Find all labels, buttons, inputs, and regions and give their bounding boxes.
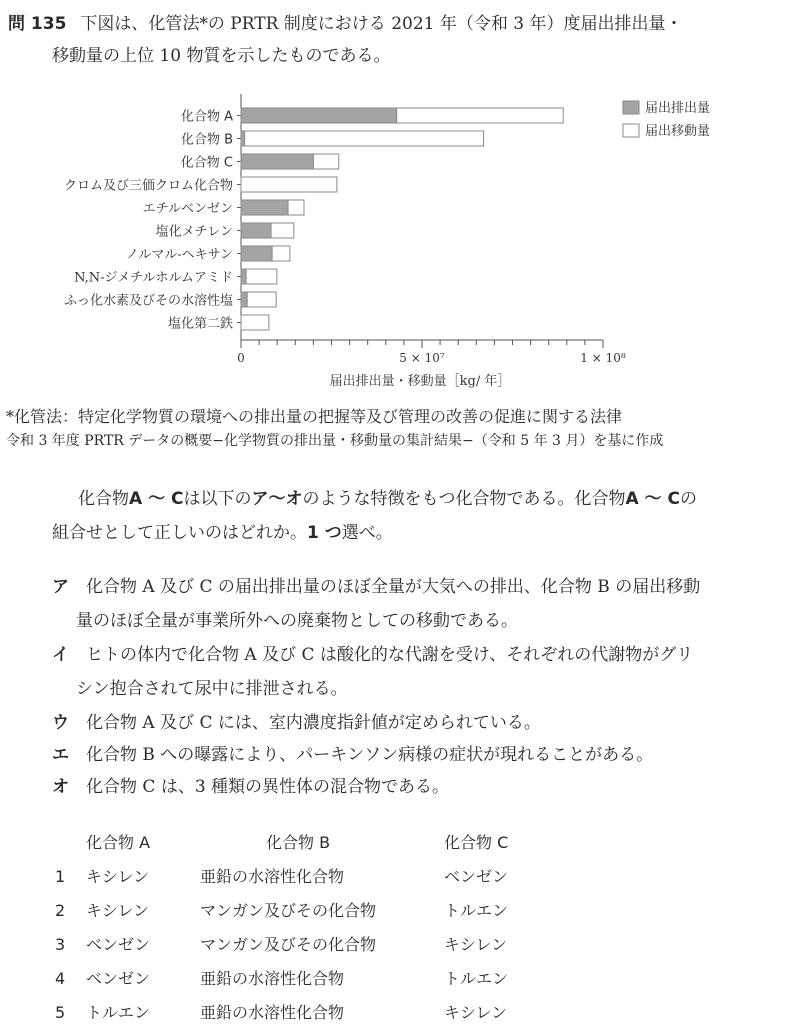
bar-release <box>241 154 313 169</box>
prompt-emph: A ～ C <box>625 489 680 509</box>
prompt-text: 化合物 <box>78 489 129 509</box>
answer-option-3[interactable] <box>0 928 600 962</box>
bar-release <box>241 200 288 215</box>
footnote-law: *化管法：特定化学物質の環境への排出量の把握等及び管理の改善の促進に関する法律 <box>6 407 623 426</box>
x-tick-label: 0 <box>237 351 245 365</box>
category-labels <box>64 109 233 332</box>
question-text-line1: 下図は、化管法*の PRTR 制度における 2021 年（令和 3 年）度届出排出量・ <box>80 14 683 34</box>
option-number: 2 <box>55 901 66 920</box>
option-compound-a: ベンゼン <box>86 935 151 954</box>
statement-mark: ウ <box>52 713 69 733</box>
statement-i-cont: シン抱合されて尿中に排泄される。 <box>76 679 348 699</box>
header-compound-a: 化合物 A <box>86 833 151 852</box>
statement-o <box>52 770 792 804</box>
table-header <box>0 826 600 860</box>
option-compound-b: 亜鉛の水溶性化合物 <box>200 1003 345 1022</box>
category-label: 塩化第二鉄 <box>167 316 233 332</box>
legend <box>623 100 710 139</box>
option-compound-a: ベンゼン <box>86 969 151 988</box>
prompt-text: 選べ。 <box>341 523 393 543</box>
statement-i <box>52 638 792 672</box>
prompt-text: の <box>679 489 697 509</box>
statement-a-cont: 量のほぼ全量が事業所外への廃棄物としての移動である。 <box>76 611 518 631</box>
answer-option-1[interactable] <box>0 860 600 894</box>
bar-release <box>241 223 271 238</box>
prompt-line1 <box>78 482 697 516</box>
statement-text: ヒトの体内で化合物 A 及び C は酸化的な代謝を受け、それぞれの代謝物がグリ <box>86 645 694 665</box>
statement-text: 化合物 A 及び C の届出排出量のほぼ全量が大気への排出、化合物 B の届出移動 <box>86 577 701 597</box>
option-compound-b: マンガン及びその化合物 <box>200 901 377 920</box>
option-number: 3 <box>55 935 66 954</box>
legend-swatch-release <box>623 101 639 114</box>
prompt-text: は以下の <box>183 489 252 509</box>
option-compound-b: 亜鉛の水溶性化合物 <box>200 867 345 886</box>
statement-u <box>52 706 792 740</box>
bar-transfer <box>288 200 304 215</box>
option-compound-b: マンガン及びその化合物 <box>200 935 377 954</box>
bar-transfer <box>247 292 276 307</box>
bar-release <box>241 292 247 307</box>
x-tick-label: 1 × 10⁸ <box>580 351 626 365</box>
x-axis-label: 届出排出量・移動量［kg/ 年］ <box>329 374 511 389</box>
bar-transfer <box>272 246 290 261</box>
chart-bars <box>241 108 563 330</box>
x-tick-labels <box>237 351 626 365</box>
option-compound-c: トルエン <box>444 969 509 988</box>
category-label: 塩化メチレン <box>155 224 233 240</box>
question-header <box>8 8 798 40</box>
bar-chart <box>0 90 798 395</box>
question-text-line2: 移動量の上位 10 物質を示したものである。 <box>52 46 391 66</box>
statement-a <box>52 570 792 604</box>
category-label: ノルマル-ヘキサン <box>125 247 233 263</box>
bar-transfer <box>245 131 484 146</box>
option-number: 4 <box>55 969 66 988</box>
bar-release <box>241 269 246 284</box>
statement-e <box>52 738 792 772</box>
option-compound-c: キシレン <box>444 1003 508 1022</box>
bar-transfer <box>246 269 277 284</box>
option-compound-b: 亜鉛の水溶性化合物 <box>200 969 345 988</box>
prompt-text: 組合せとして正しいのはどれか。 <box>52 523 307 543</box>
prompt-emph: A ～ C <box>129 489 184 509</box>
category-label: N,N-ジメチルホルムアミド <box>74 270 233 286</box>
bar-transfer <box>241 315 269 330</box>
statement-text: 化合物 C は、3 種類の異性体の混合物である。 <box>86 777 450 797</box>
option-compound-a: キシレン <box>86 901 150 920</box>
footnote-source: 令和 3 年度 PRTR データの概要−化学物質の排出量・移動量の集計結果−（令和 5 年 3 月）を基に作成 <box>6 433 664 449</box>
statement-text: 化合物 B への曝露により、パーキンソン病様の症状が現れることがある。 <box>86 745 654 765</box>
option-number: 5 <box>55 1003 66 1022</box>
bar-transfer <box>313 154 338 169</box>
option-compound-a: トルエン <box>86 1003 151 1022</box>
category-label: エチルベンゼン <box>142 201 233 217</box>
bar-release <box>241 108 397 123</box>
category-label: ふっ化水素及びその水溶性塩 <box>63 293 233 309</box>
option-compound-c: トルエン <box>444 901 509 920</box>
question-number: 問 135 <box>8 14 67 34</box>
bar-release <box>241 246 272 261</box>
prompt-line2 <box>52 516 393 550</box>
option-number: 1 <box>55 867 66 886</box>
category-label: 化合物 C <box>180 155 233 171</box>
statement-mark: ア <box>52 577 69 597</box>
option-compound-a: キシレン <box>86 867 150 886</box>
statement-text: 化合物 A 及び C には、室内濃度指針値が定められている。 <box>86 713 541 733</box>
prompt-text: のような特徴をもつ化合物である。化合物 <box>302 489 626 509</box>
x-tick-label: 5 × 10⁷ <box>399 351 445 365</box>
legend-label-release: 届出排出量 <box>645 101 711 116</box>
answer-option-4[interactable] <box>0 962 600 996</box>
category-label: 化合物 B <box>180 132 233 148</box>
answer-option-2[interactable] <box>0 894 600 928</box>
header-compound-c: 化合物 C <box>444 833 509 852</box>
bar-transfer <box>241 177 337 192</box>
bar-transfer <box>397 108 564 123</box>
category-label: 化合物 A <box>180 109 233 125</box>
prompt-emph: ア～オ <box>251 489 303 509</box>
option-compound-c: キシレン <box>444 935 508 954</box>
statement-mark: イ <box>52 645 69 665</box>
legend-label-transfer: 届出移動量 <box>645 124 711 139</box>
prompt-emph: 1 つ <box>307 523 342 543</box>
header-compound-b: 化合物 B <box>266 833 331 852</box>
bar-release <box>241 131 245 146</box>
statement-mark: エ <box>52 745 69 765</box>
option-compound-c: ベンゼン <box>444 867 509 886</box>
bar-transfer <box>271 223 294 238</box>
legend-swatch-transfer <box>623 124 639 137</box>
answer-option-5[interactable] <box>0 996 600 1030</box>
category-label: クロム及び三価クロム化合物 <box>63 178 233 194</box>
statement-mark: オ <box>52 777 69 797</box>
